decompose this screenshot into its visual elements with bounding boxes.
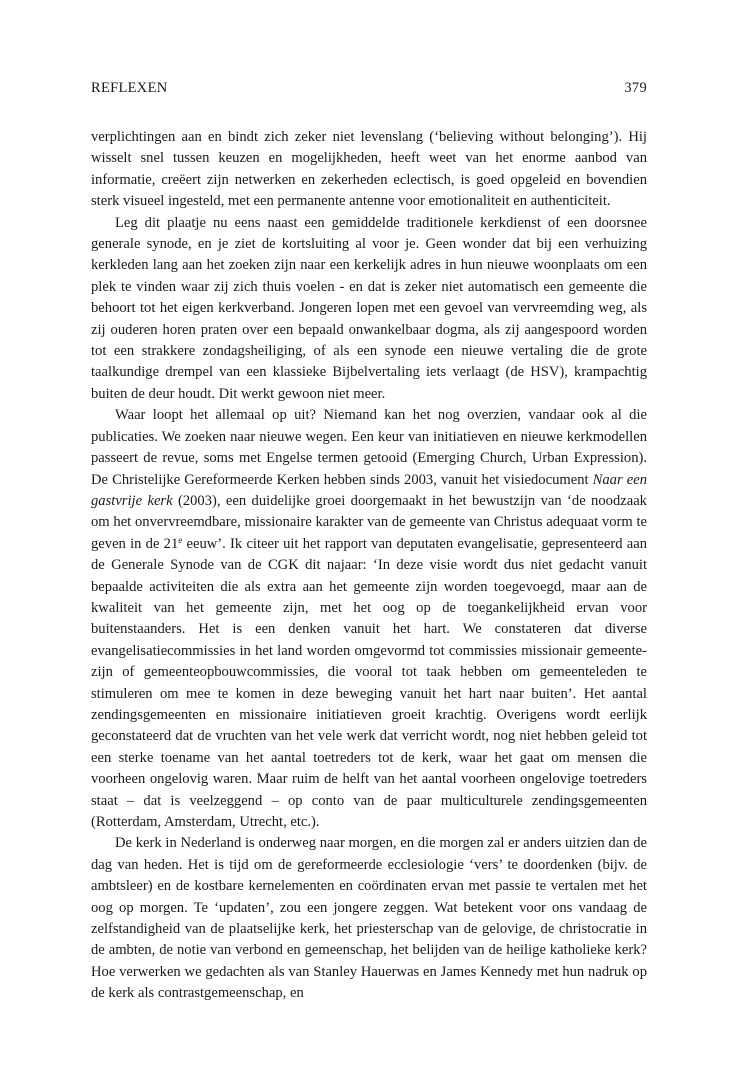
paragraph-3-part-3: eeuw’. Ik citeer uit het rapport van deputaten evangelisatie, gepresenteerd aan de Generale Synode van de CGK dit najaar: ‘In deze visie wordt dus niet gedacht vanuit bepaalde activiteiten die als extra aan het gemeente zijn worden toegevoegd, maar aan de kwaliteit van het gemeente zijn, met het oog op de toegankelijkheid ervan voor buitenstaanders. Het is een denken vanuit het hart. We constateren dat diverse evangelisatiecommissies in het land worden omgevormd tot commissies missionair gemeente-zijn of gemeenteopbouwcommissies, die vooral tot taak hebben om gemeenteleden te stimuleren om mee te komen in deze beweging vanuit het hart naar buiten’. Het aantal zendingsgemeenten en missionaire initiatieven groeit krachtig. Overigens wordt eerlijk geconstateerd dat de vruchten van het vele werk dat verricht wordt, nog niet hebben geleid tot een sterke toename van het aantal toetreders tot de kerk, waar het gaat om mensen die voorheen ongelovig waren. Maar ruim de helft van het aantal voorheen ongelovige toetreders staat – dat is veelzeggend – op conto van de paar multiculturele zendingsgemeenten (Rotterdam, Amsterdam, Utrecht, etc.).	[91, 535, 647, 830]
paragraph-1: verplichtingen aan en bindt zich zeker niet levenslang (‘believing without belonging’). Hij wisselt snel tussen keuzen en mogelijkheden, heeft weet van het enorme aanbod van informatie, creëert zijn netwerken en zekerheden eclectisch, is goed opgeleid en bovendien sterk visueel ingesteld, met een permanente antenne voor emotionaliteit en authenticiteit.	[91, 129, 647, 210]
paragraph-2: Leg dit plaatje nu eens naast een gemiddelde traditionele kerkdienst of een doorsnee generale synode, en je ziet de kortsluiting al voor je. Geen wonder dat bij een verhuizing kerkleden lang aan het zoeken zijn naar een kerkelijk adres in hun nieuwe woonplaats om een plek te vinden waar zij zich thuis voelen - en dat is zeker niet automatisch een gemeente die behoort tot het eigen kerkverband. Jongeren lopen met een gevoel van vervreemding weg, als zij ouderen horen praten over een bepaald onwankelbaar dogma, als zij aangespoord worden tot een strakkere zondagsheiliging, of als een synode een nieuwe vertaling die de grote taalkundige drempel van een klassieke Bijbelvertaling iets verlaagt (de HSV), krampachtig buiten de deur houdt. Dit werkt gewoon niet meer.	[91, 214, 647, 402]
page-number: 379	[624, 80, 647, 96]
body-text	[91, 127, 647, 1005]
paragraph-3-part-1: Waar loopt het allemaal op uit? Niemand kan het nog overzien, vandaar ook al die publicaties. We zoeken naar nieuwe wegen. Een keur van initiatieven en nieuwe kerkmodellen passeert de revue, soms met Engelse termen getooid (Emerging Church, Urban Expression). De Christelijke Gereformeerde Kerken hebben sinds 2003, vanuit het visiedocument	[91, 407, 647, 488]
century-superscript: e	[178, 534, 183, 545]
document-title-italic: Naar een gastvrije kerk	[91, 471, 647, 509]
paragraph-4: De kerk in Nederland is onderweg naar morgen, en die morgen zal er anders uitzien dan de dag van heden. Het is tijd om de gereformeerde ecclesiologie ‘vers’ te doordenken (bijv. de ambtsleer) en de kostbare kernelementen en coördinaten ervan met passie te vertalen met het oog op morgen. Te ‘updaten’, zou een jongere zeggen. Wat betekent voor ons vandaag de zelfstandigheid van de plaatselijke kerk, het priesterschap van de gelovige, de christocratie in de ambten, de notie van verbond en gemeenschap, het belijden van de heilige katholieke kerk? Hoe verwerken we gedachten als van Stanley Hauerwas en James Kennedy met hun nadruk op de kerk als contrastgemeenschap, en	[91, 835, 647, 1002]
document-page	[91, 0, 647, 1068]
running-header	[91, 80, 647, 100]
paragraph-3-part-2: (2003), een duidelijke groei doorgemaakt in het bewustzijn van ‘de noodzaak om het onvervreemdbare, missionaire karakter van de gemeente van Christus adequaat vorm te geven in de 21	[91, 492, 647, 552]
running-title: REFLEXEN	[91, 80, 168, 96]
paragraph-3	[91, 405, 647, 833]
